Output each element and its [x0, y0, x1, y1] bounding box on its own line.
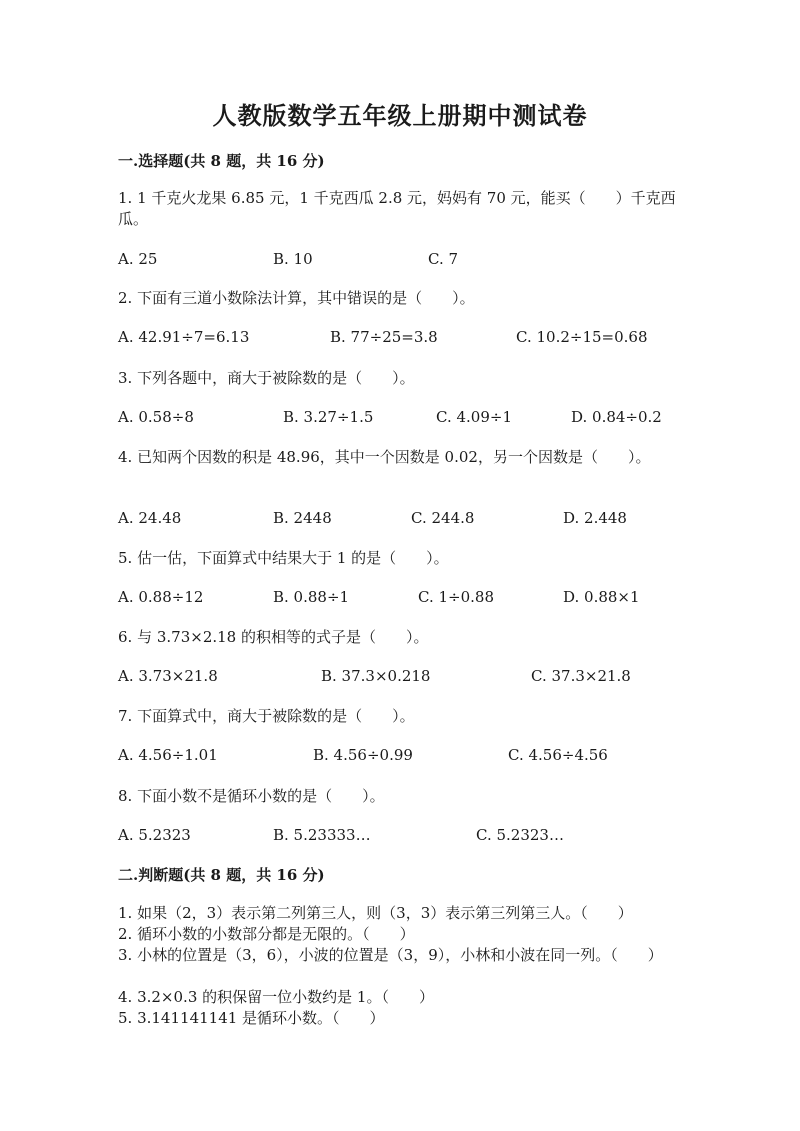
section-heading-choice: 一.选择题(共 8 题，共 16 分)	[118, 152, 325, 170]
option-a: A. 3.73×21.8	[118, 667, 218, 685]
option-a: A. 0.88÷12	[118, 588, 204, 606]
options-8	[118, 826, 683, 846]
option-b: B. 5.23333…	[273, 826, 371, 844]
question-8: 8. 下面小数不是循环小数的是（ ）。	[118, 787, 385, 805]
judge-item-4: 4. 3.2×0.3 的积保留一位小数约是 1。（ ）	[118, 988, 434, 1006]
judge-item-1: 1. 如果（2，3）表示第二列第三人，则（3，3）表示第三列第三人。（ ）	[118, 904, 633, 922]
question-5: 5. 估一估，下面算式中结果大于 1 的是（ ）。	[118, 549, 449, 567]
option-c: C. 7	[428, 250, 459, 268]
question-7: 7. 下面算式中，商大于被除数的是（ ）。	[118, 707, 415, 725]
option-c: C. 244.8	[411, 509, 475, 527]
judge-item-2: 2. 循环小数的小数部分都是无限的。（ ）	[118, 925, 415, 943]
judge-item-5: 5. 3.141141141 是循环小数。（ ）	[118, 1009, 385, 1027]
question-1: 1. 1 千克火龙果 6.85 元，1 千克西瓜 2.8 元，妈妈有 70 元，能买（ ）千克西瓜。	[118, 189, 676, 228]
option-d: D. 0.88×1	[563, 588, 640, 606]
option-d: D. 0.84÷0.2	[571, 408, 662, 426]
option-a: A. 5.2323	[118, 826, 191, 844]
options-2	[118, 328, 683, 348]
option-a: A. 0.58÷8	[118, 408, 194, 426]
option-b: B. 77÷25=3.8	[330, 328, 438, 346]
option-c: C. 4.09÷1	[436, 408, 512, 426]
option-d: D. 2.448	[563, 509, 627, 527]
option-b: B. 3.27÷1.5	[283, 408, 374, 426]
option-c: C. 10.2÷15=0.68	[516, 328, 648, 346]
option-a: A. 24.48	[118, 509, 182, 527]
page-title: 人教版数学五年级上册期中测试卷	[212, 101, 588, 130]
option-b: B. 10	[273, 250, 313, 268]
option-c: C. 5.2323…	[476, 826, 564, 844]
option-c: C. 37.3×21.8	[531, 667, 631, 685]
option-b: B. 2448	[273, 509, 332, 527]
options-6	[118, 667, 683, 687]
question-6: 6. 与 3.73×2.18 的积相等的式子是（ ）。	[118, 628, 429, 646]
option-a: A. 25	[118, 250, 158, 268]
option-a: A. 42.91÷7=6.13	[118, 328, 250, 346]
options-1	[118, 250, 683, 270]
question-3: 3. 下列各题中，商大于被除数的是（ ）。	[118, 369, 415, 387]
options-4	[118, 509, 683, 529]
section-heading-judge: 二.判断题(共 8 题，共 16 分)	[118, 866, 325, 884]
judge-item-3: 3. 小林的位置是（3，6），小波的位置是（3，9），小林和小波在同一列。（ ）	[118, 946, 663, 964]
option-b: B. 37.3×0.218	[321, 667, 431, 685]
option-b: B. 4.56÷0.99	[313, 746, 413, 764]
option-c: C. 1÷0.88	[418, 588, 494, 606]
option-a: A. 4.56÷1.01	[118, 746, 218, 764]
options-5	[118, 588, 683, 608]
options-7	[118, 746, 683, 766]
question-4: 4. 已知两个因数的积是 48.96，其中一个因数是 0.02，另一个因数是（ ）。	[118, 448, 651, 466]
question-2: 2. 下面有三道小数除法计算，其中错误的是（ ）。	[118, 289, 475, 307]
option-c: C. 4.56÷4.56	[508, 746, 608, 764]
option-b: B. 0.88÷1	[273, 588, 350, 606]
options-3	[118, 408, 683, 428]
